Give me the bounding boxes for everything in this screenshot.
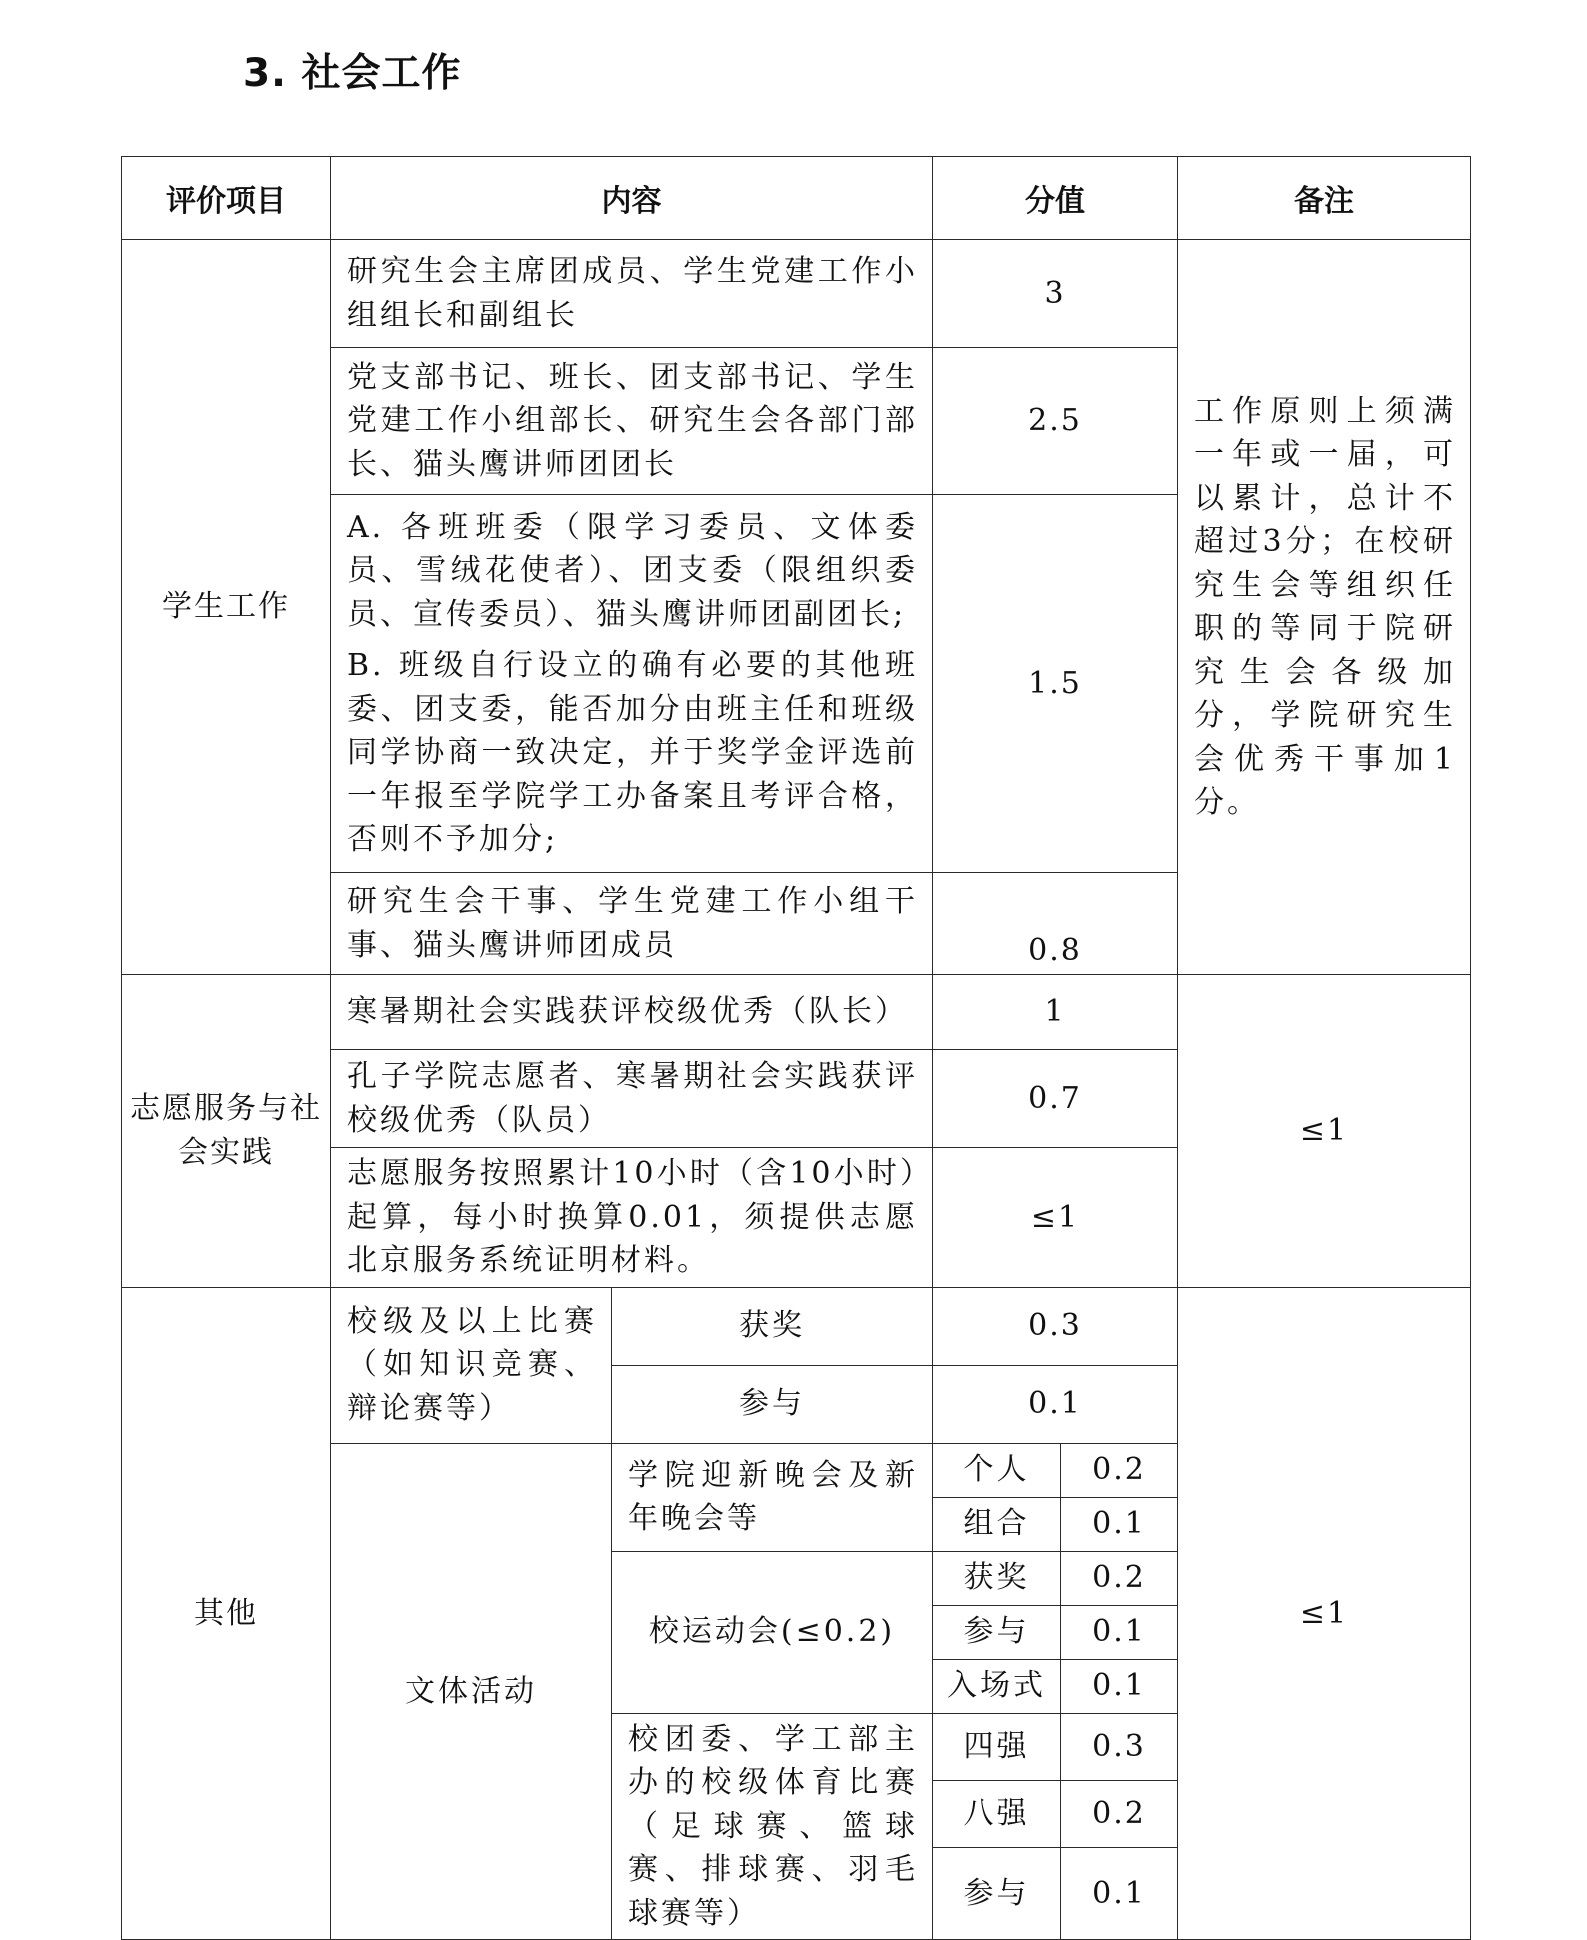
score-cell: 0.3 [933,1287,1178,1365]
competition-label: 校级及以上比赛（如知识竞赛、辩论赛等） [331,1287,612,1443]
table-row [122,975,1471,1050]
sports-item: 获奖 [933,1551,1061,1605]
table-row [122,1287,1471,1365]
score-cell: 0.2 [1061,1780,1178,1847]
score-cell: 0.7 [933,1050,1178,1148]
table-row [122,240,1471,348]
sports-item: 入场式 [933,1659,1061,1713]
note-student-work: 工作原则上须满一年或一届，可以累计，总计不超过3分；在校研究生会等组织任职的等同于院研究生会各级加分，学院研究生会优秀干事加1分。 [1178,240,1471,975]
sports-item: 个人 [933,1443,1061,1497]
sports-item: 参与 [933,1848,1061,1940]
score-cell: 0.1 [1061,1659,1178,1713]
note-other: ≤1 [1178,1287,1471,1940]
content-cell: 寒暑期社会实践获评校级优秀（队长） [331,975,933,1050]
content-cell: 研究生会干事、学生党建工作小组干事、猫头鹰讲师团成员 [331,873,933,975]
content-item-b: B. 班级自行设立的确有必要的其他班委、团支委，能否加分由班主任和班级同学协商一致决定，并于奖学金评选前一年报至学院学工办备案且考评合格，否则不予加分; [347,648,918,857]
content-cell: 党支部书记、班长、团支部书记、学生党建工作小组部长、研究生会各部门部长、猫头鹰讲师团团长 [331,348,933,495]
header-score: 分值 [933,157,1178,240]
score-cell: 0.1 [1061,1605,1178,1659]
section-heading: 3. 社会工作 [243,51,462,96]
score-cell: 0.8 [933,873,1178,975]
category-volunteer: 志愿服务与社会实践 [122,975,331,1288]
content-item-a: A. 各班班委（限学习委员、文体委员、雪绒花使者）、团支委（限组织委员、宣传委员）、猫头鹰讲师团副团长; [347,509,918,632]
evaluation-table [121,156,1471,1940]
content-cell [331,495,933,873]
category-student-work: 学生工作 [122,240,331,975]
header-item: 评价项目 [122,157,331,240]
content-cell: 研究生会主席团成员、学生党建工作小组组长和副组长 [331,240,933,348]
sports-item: 组合 [933,1497,1061,1551]
category-other: 其他 [122,1287,331,1940]
content-cell: 志愿服务按照累计10小时（含10小时）起算，每小时换算0.01，须提供志愿北京服务系统证明材料。 [331,1148,933,1288]
score-cell: 2.5 [933,348,1178,495]
score-cell: 3 [933,240,1178,348]
content-cell: 孔子学院志愿者、寒暑期社会实践获评校级优秀（队员） [331,1050,933,1148]
header-content: 内容 [331,157,933,240]
sports-group-label: 校运动会(≤0.2) [612,1551,933,1713]
sports-group-label: 学院迎新晚会及新年晚会等 [612,1443,933,1551]
score-cell: 0.1 [1061,1497,1178,1551]
score-cell: 0.2 [1061,1551,1178,1605]
sports-item: 参与 [933,1605,1061,1659]
header-note: 备注 [1178,157,1471,240]
score-cell: 1.5 [933,495,1178,873]
note-volunteer: ≤1 [1178,975,1471,1288]
sports-group-label: 校团委、学工部主办的校级体育比赛（足球赛、篮球赛、排球赛、羽毛球赛等） [612,1713,933,1940]
score-cell: 0.3 [1061,1713,1178,1780]
header-row [122,157,1471,240]
score-cell: ≤1 [933,1148,1178,1288]
score-cell: 1 [933,975,1178,1050]
score-cell: 0.1 [933,1365,1178,1443]
sports-item: 四强 [933,1713,1061,1780]
competition-item: 参与 [612,1365,933,1443]
sports-item: 八强 [933,1780,1061,1847]
score-cell: 0.2 [1061,1443,1178,1497]
score-cell: 0.1 [1061,1848,1178,1940]
competition-item: 获奖 [612,1287,933,1365]
sports-label: 文体活动 [331,1443,612,1940]
